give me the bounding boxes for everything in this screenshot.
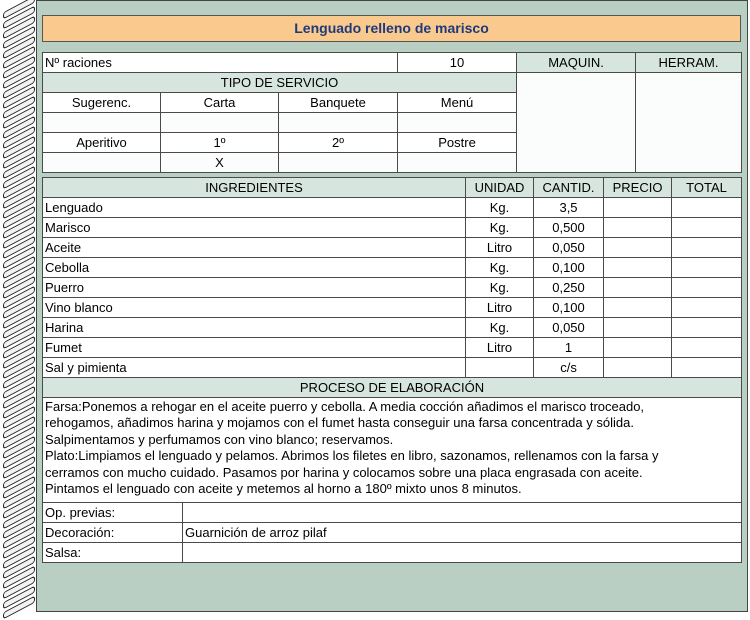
ingredient-total [672,218,742,238]
ingredient-row [43,218,742,238]
raciones-value: 10 [398,53,517,73]
ingredient-total [672,298,742,318]
ingredient-qty: 1 [534,338,604,358]
servicio-postre: Postre [398,133,517,153]
proceso-text [43,398,742,503]
ingredient-qty: 0,100 [534,298,604,318]
ingredient-row [43,338,742,358]
ingredient-qty: c/s [534,358,604,378]
op-previas-value [183,503,742,523]
maquin-header: MAQUIN. [517,53,636,73]
ingredient-price [604,278,672,298]
ingredient-qty: 0,500 [534,218,604,238]
ingredient-qty: 0,250 [534,278,604,298]
ingredient-unit: Litro [466,298,534,318]
ingredient-price [604,318,672,338]
mark-segundo [279,153,398,173]
herram-cell [636,73,742,173]
ingredient-row [43,238,742,258]
ingredient-total [672,338,742,358]
ingredient-price [604,238,672,258]
ingredient-row [43,198,742,218]
proceso-line: cerramos con mucho cuidado. Pasamos por harina y colocamos sobre una placa engrasada con aceite. [45,464,643,480]
op-previas-label: Op. previas: [43,503,183,523]
ingredientes-header: INGREDIENTES [43,178,466,198]
servicio-segundo: 2º [279,133,398,153]
ingredient-total [672,238,742,258]
ingredient-price [604,298,672,318]
proceso-line: Salpimentamos y perfumamos con vino blanco; reservamos. [45,431,394,447]
mark-sugerenc [43,113,161,133]
ingredient-row [43,278,742,298]
ingredient-qty: 0,100 [534,258,604,278]
ingredient-unit [466,358,534,378]
servicio-primero: 1º [161,133,279,153]
ingredient-price [604,218,672,238]
precio-header: PRECIO [604,178,672,198]
mark-menu [398,113,517,133]
servicio-aperitivo: Aperitivo [43,133,161,153]
ingredient-unit: Kg. [466,198,534,218]
servicio-banquete: Banquete [279,93,398,113]
ingredient-unit: Kg. [466,218,534,238]
proceso-header: PROCESO DE ELABORACIÓN [43,378,742,398]
ingredient-name: Cebolla [43,258,466,278]
mark-banquete [279,113,398,133]
ingredient-unit: Kg. [466,258,534,278]
ingredient-total [672,198,742,218]
spiral-binding [0,0,36,614]
ingredient-total [672,318,742,338]
ingredient-name: Harina [43,318,466,338]
ingredient-qty: 0,050 [534,318,604,338]
ingredient-name: Fumet [43,338,466,358]
ingredient-name: Puerro [43,278,466,298]
decoracion-label: Decoración: [43,523,183,543]
raciones-label: Nº raciones [43,53,398,73]
salsa-value [183,543,742,563]
servicio-sugerenc: Sugerenc. [43,93,161,113]
ingredient-name: Sal y pimienta [43,358,466,378]
decoracion-value: Guarnición de arroz pilaf [183,523,742,543]
ingredient-name: Marisco [43,218,466,238]
ingredient-total [672,358,742,378]
proceso-line: Farsa:Ponemos a rehogar en el aceite puerro y cebolla. A media cocción añadimos el marisco troceado, [45,399,645,414]
ingredient-unit: Litro [466,338,534,358]
salsa-label: Salsa: [43,543,183,563]
ingredient-price [604,198,672,218]
ingredient-total [672,258,742,278]
ingredient-unit: Kg. [466,318,534,338]
recipe-sheet [36,0,748,612]
ingredient-row [43,258,742,278]
recipe-title: Lenguado relleno de marisco [42,15,741,42]
ingredient-unit: Kg. [466,278,534,298]
ingredient-price [604,338,672,358]
proceso-line: rehogamos, añadimos harina y mojamos con el fumet hasta conseguir una farsa concentrada y sólida. [45,415,634,431]
ingredient-name: Lenguado [43,198,466,218]
ingredient-row [43,358,742,378]
ingredient-name: Aceite [43,238,466,258]
ingredient-qty: 3,5 [534,198,604,218]
ingredient-price [604,358,672,378]
ingredients-table [42,177,742,563]
ingredient-qty: 0,050 [534,238,604,258]
ingredient-row [43,298,742,318]
ingredient-name: Vino blanco [43,298,466,318]
mark-carta [161,113,279,133]
mark-primero: X [161,153,279,173]
mark-postre [398,153,517,173]
total-header: TOTAL [672,178,742,198]
service-table [42,52,742,173]
ingredient-unit: Litro [466,238,534,258]
cantid-header: CANTID. [534,178,604,198]
herram-header: HERRAM. [636,53,742,73]
proceso-line: Plato:Limpiamos el lenguado y pelamos. Abrimos los filetes en libro, sazonamos, rellenamos con la farsa y [45,448,659,464]
unidad-header: UNIDAD [466,178,534,198]
tipo-servicio-header: TIPO DE SERVICIO [43,73,517,93]
servicio-carta: Carta [161,93,279,113]
ingredient-row [43,318,742,338]
maquin-cell [517,73,636,173]
mark-aperitivo [43,153,161,173]
ingredient-total [672,278,742,298]
ingredient-price [604,258,672,278]
servicio-menu: Menú [398,93,517,113]
proceso-line: Pintamos el lenguado con aceite y metemos al horno a 180º mixto unos 8 minutos. [45,481,522,497]
